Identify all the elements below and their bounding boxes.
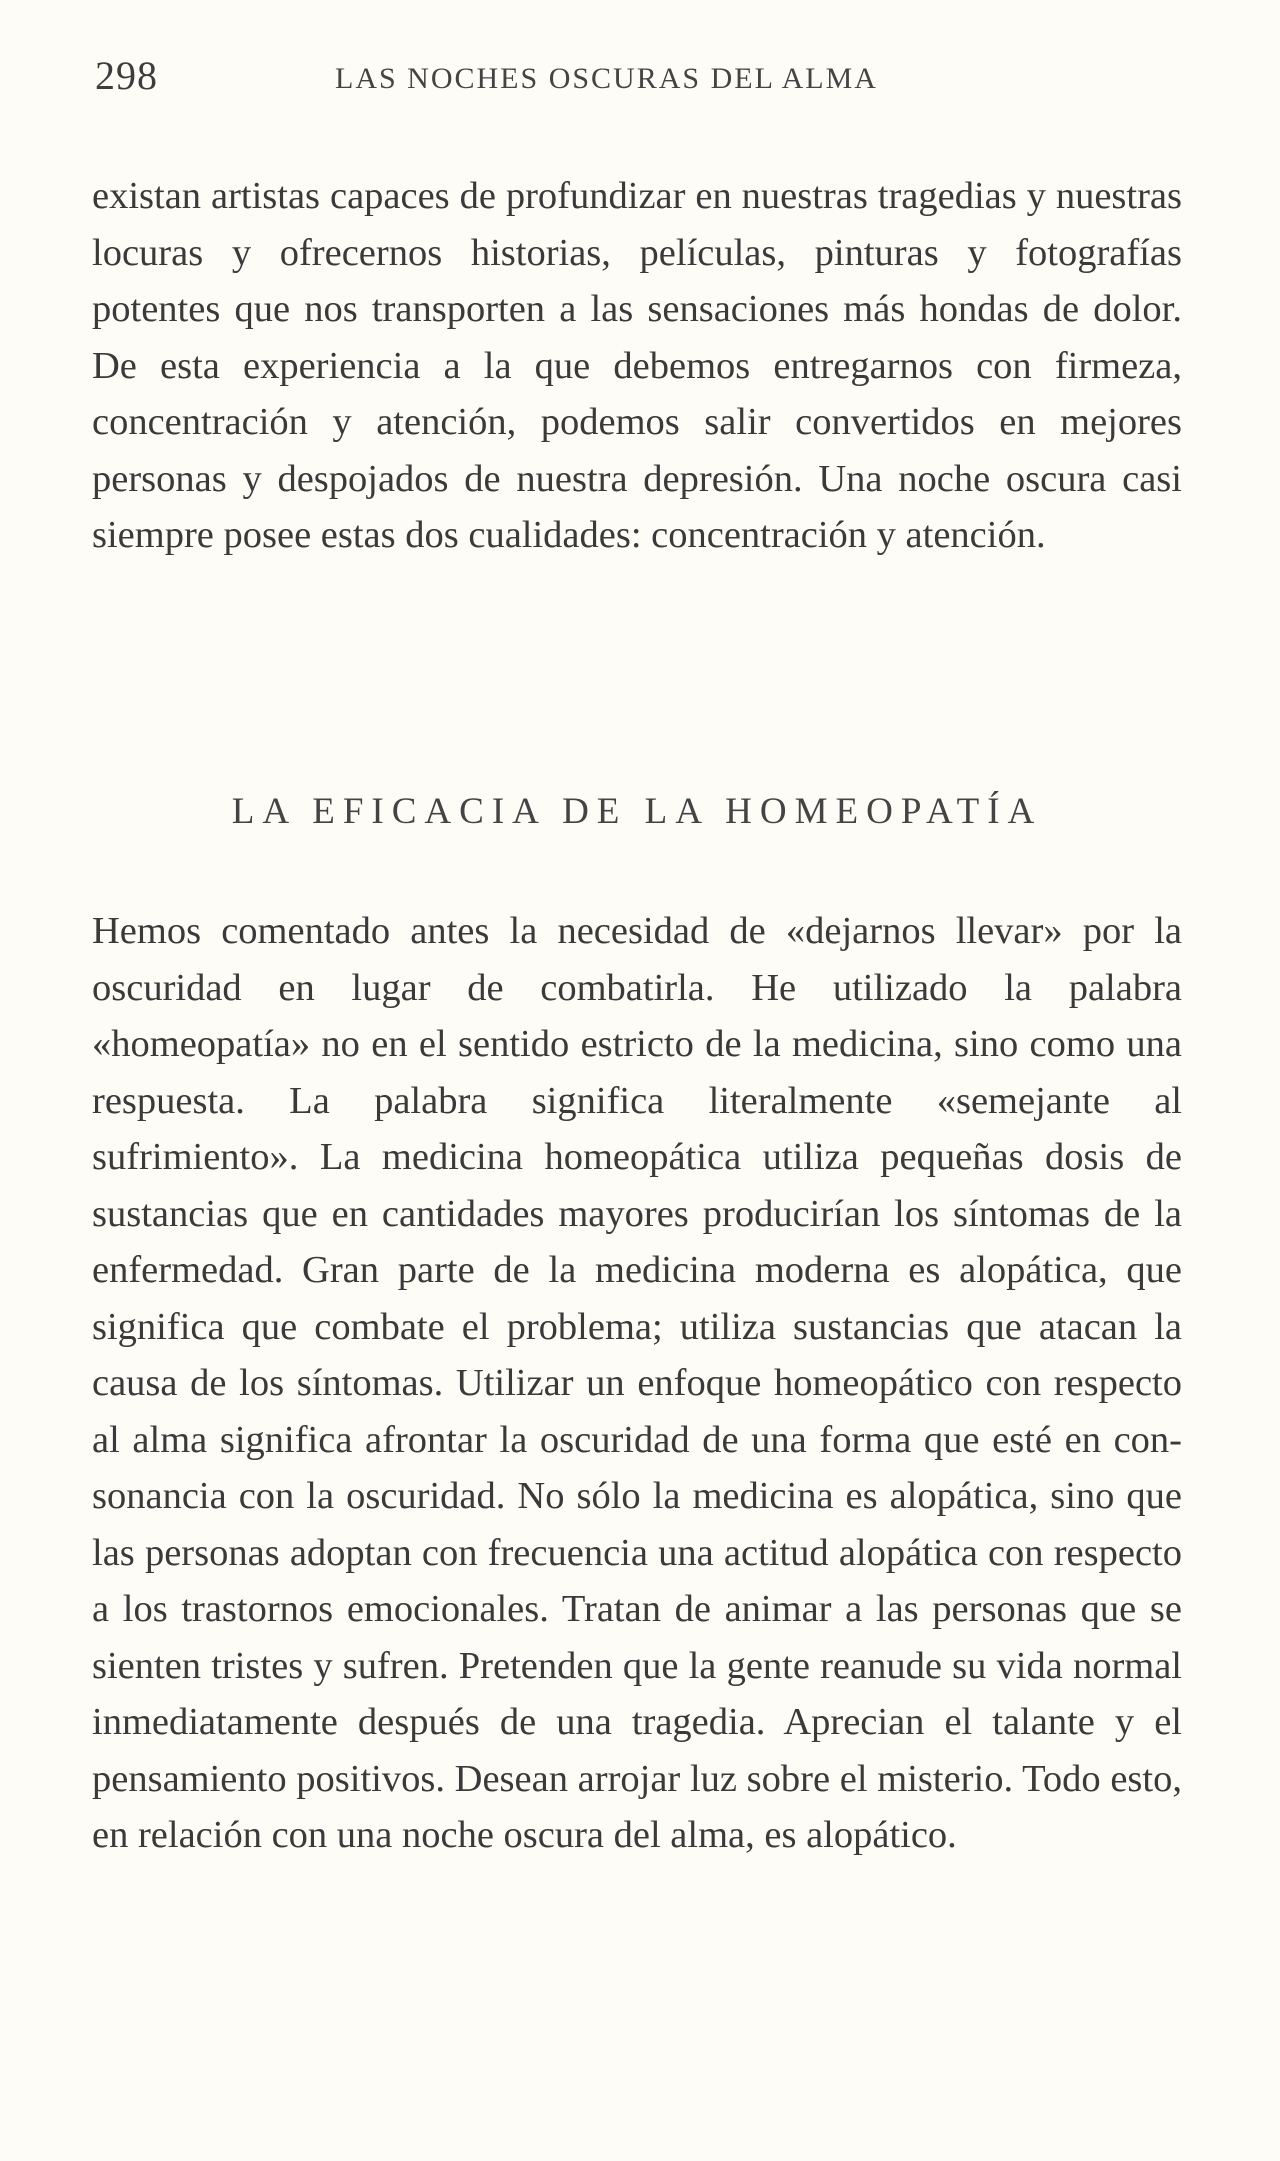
page-number: 298 — [95, 53, 158, 98]
running-title: LAS NOCHES OSCURAS DEL ALMA — [335, 62, 878, 95]
body-paragraph: Hemos comentado antes la necesidad de «dejarnos llevar» por la oscuridad en lugar de combatirla. He utilizado la palabra «homeopatía» no en el sentido estricto de la medicina, sino como una respuesta. La palabra significa literalmente «semejante al sufrimiento». La medicina homeopática utiliza pequeñas dosis de sustancias que en cantidades mayores producirían los síntomas de la enfermedad. Gran parte de la medicina moderna es alopática, que significa que combate el problema; utiliza sustancias que atacan la causa de los síntomas. Utilizar un enfoque homeopático con respecto al alma significa afrontar la oscuridad de una forma que esté en consonancia con la oscuridad. No sólo la medicina es alopática, sino que las personas adoptan con frecuencia una actitud alopática con respecto a los trastornos emocionales. Tratan de animar a las personas que se sienten tristes y sufren. Pretenden que la gente reanude su vida normal inmediatamente después de una tragedia. Aprecian el talante y el pensamiento positivos. Desean arrojar luz sobre el misterio. Todo esto, en relación con una noche oscura del alma, es alopático. — [92, 910, 1182, 1856]
section-heading: LA EFICACIA DE LA HOMEOPATÍA — [231, 791, 1043, 832]
body-paragraph: existan artistas capaces de profundizar en nuestras tragedias y nuestras locuras y ofrecernos historias, películas, pinturas y fotografías potentes que nos transporten a las sensaciones más hondas de dolor. De esta experiencia a la que debemos entregarnos con firmeza, concentración y atención, podemos salir convertidos en mejores personas y despojados de nuestra depresión. Una noche oscura casi siempre posee estas dos cualidades: concentración y atención. — [92, 175, 1182, 556]
running-header — [95, 52, 1185, 102]
